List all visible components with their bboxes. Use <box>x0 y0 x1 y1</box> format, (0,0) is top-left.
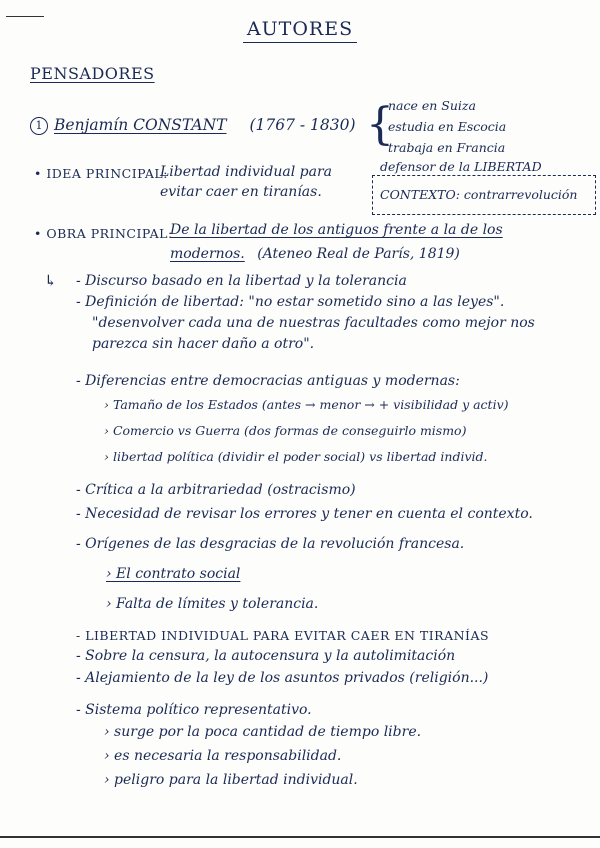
note-3: "desenvolver cada una de nuestras facultades como mejor nos <box>92 315 535 331</box>
note-19: › es necesaria la responsabilidad. <box>104 748 342 764</box>
note-6: › Tamaño de los Estados (antes → menor → + visibilidad y activ) <box>104 397 509 412</box>
obra-line-1: De la libertad de los antiguos frente a la de los <box>170 222 503 238</box>
bottom-rule <box>0 836 600 838</box>
note-11: - Orígenes de las desgracias de la revolución francesa. <box>76 536 465 552</box>
note-7: › Comercio vs Guerra (dos formas de conseguirlo mismo) <box>104 423 467 438</box>
note-13: › Falta de límites y tolerancia. <box>106 596 319 612</box>
section-heading: PENSADORES <box>30 64 155 83</box>
obra-line-2-source: (Ateneo Real de París, 1819) <box>257 246 460 262</box>
note-9: - Crítica a la arbitrariedad (ostracismo) <box>76 482 356 498</box>
note-1: - Discurso basado en la libertad y la tolerancia <box>76 273 407 289</box>
note-8: › libertad política (dividir el poder social) vs libertad individ. <box>104 449 488 464</box>
author-number: 1 <box>30 117 48 135</box>
author-years: (1767 - 1830) <box>249 116 356 134</box>
note-4: parezca sin hacer daño a otro". <box>92 336 315 352</box>
idea-label: • IDEA PRINCIPAL: <box>34 166 168 181</box>
note-18: › surge por la poca cantidad de tiempo libre. <box>104 724 422 740</box>
bio-line-2: estudia en Escocia <box>388 119 507 134</box>
bio-line-3: trabaja en Francia <box>388 140 506 155</box>
bio-line-1: nace en Suiza <box>388 98 476 113</box>
obra-line-2-title: modernos. <box>170 246 245 262</box>
idea-line-1: Libertad individual para <box>160 164 333 180</box>
note-5: - Diferencias entre democracias antiguas y modernas: <box>76 373 460 389</box>
obra-line-2 <box>170 246 460 262</box>
idea-line-2: evitar caer en tiranías. <box>160 184 322 200</box>
note-14: - LIBERTAD INDIVIDUAL PARA EVITAR CAER EN TIRANÍAS <box>76 628 490 643</box>
page-title: AUTORES <box>0 18 600 40</box>
note-2: - Definición de libertad: "no estar sometido sino a las leyes". <box>76 294 505 310</box>
arrow-icon: ↳ <box>44 272 57 290</box>
bio-line-4: defensor de la LIBERTAD <box>380 159 542 174</box>
note-15: - Sobre la censura, la autocensura y la autolimitación <box>76 648 456 664</box>
note-17: - Sistema político representativo. <box>76 702 312 718</box>
author-heading <box>30 116 356 135</box>
obra-label: • OBRA PRINCIPAL: <box>34 226 173 241</box>
note-10: - Necesidad de revisar los errores y tener en cuenta el contexto. <box>76 506 533 522</box>
context-text: CONTEXTO: contrarrevolución <box>380 187 578 202</box>
note-20: › peligro para la libertad individual. <box>104 772 358 788</box>
top-rule <box>6 16 44 17</box>
bio-brace: { <box>366 99 394 150</box>
note-16: - Alejamiento de la ley de los asuntos privados (religión...) <box>76 670 489 686</box>
note-12: › El contrato social <box>106 566 241 582</box>
author-name: Benjamín CONSTANT <box>54 116 227 134</box>
